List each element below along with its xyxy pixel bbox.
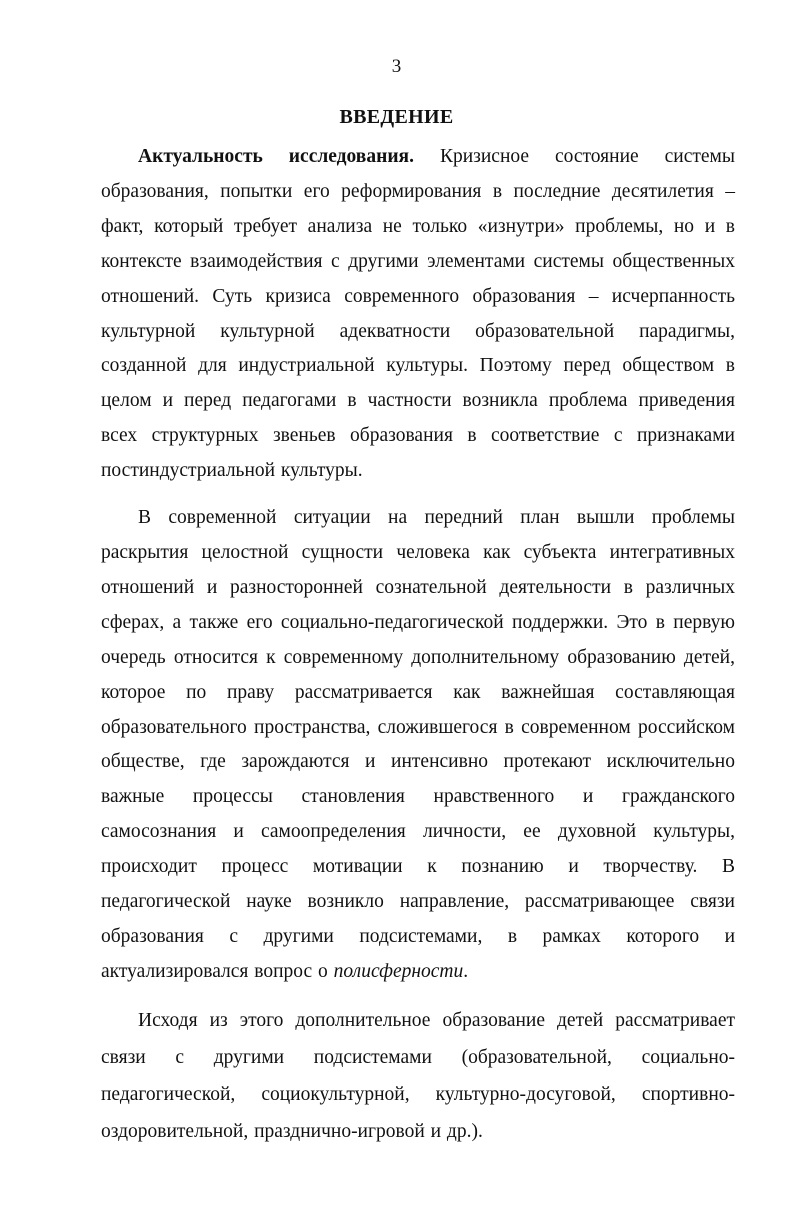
italic-term: полисферности — [333, 960, 464, 982]
paragraph-text: Кризисное состояние системы образования, попытки его реформирования в последние десятилетия – факт, который требует анализа не только «изнутри» проблемы, но и в контексте взаимодействия с другими элементами системы общественных отношений. Суть кризиса современного образования – исчерпанность культурной культурной адекватности образовательной парадигмы, созданной для индустриальной культуры. Поэтому перед обществом в целом и перед педагогами в частности возникла проблема приведения всех структурных звеньев образования в соответствие с признаками постиндустриальной культуры. — [101, 146, 735, 482]
paragraph-text: Исходя из этого дополнительное образование детей рассматривает связи с другими подсистемами (образовательной, социально-педагогической, социокультурной, культурно-досуговой, спортивно-оздоровительной, празднично-игровой и др.). — [101, 1009, 735, 1142]
paragraph-relevance — [101, 140, 735, 489]
paragraph-tail: . — [463, 960, 469, 982]
paragraph-modern-situation — [101, 501, 735, 990]
body-text — [101, 140, 735, 1150]
section-heading: ВВЕДЕНИЕ — [339, 106, 454, 128]
paragraph-text: В современной ситуации на передний план вышли проблемы раскрытия целостной сущности человека как субъекта интегративных отношений и разносторонней сознательной деятельности в различных сферах, а также его социально-педагогической поддержки. Это в первую очередь относится к современному дополнительному образованию детей, которое по праву рассматривается как важнейшая составляющая образовательного пространства, сложившегося в современном российском обществе, где зарождаются и интенсивно протекают исключительно важные процессы становления нравственного и гражданского самосознания и самоопределения личности, ее духовной культуры, происходит процесс мотивации к познанию и творчеству. В педагогической науке возникло направление, рассматривающее связи образования с другими подсистемами, в рамках которого и актуализировался вопрос о — [101, 507, 735, 982]
paragraph-lead: Актуальность исследования. — [138, 146, 414, 167]
page-number: 3 — [391, 56, 402, 77]
paragraph-additional-education — [101, 1002, 735, 1150]
